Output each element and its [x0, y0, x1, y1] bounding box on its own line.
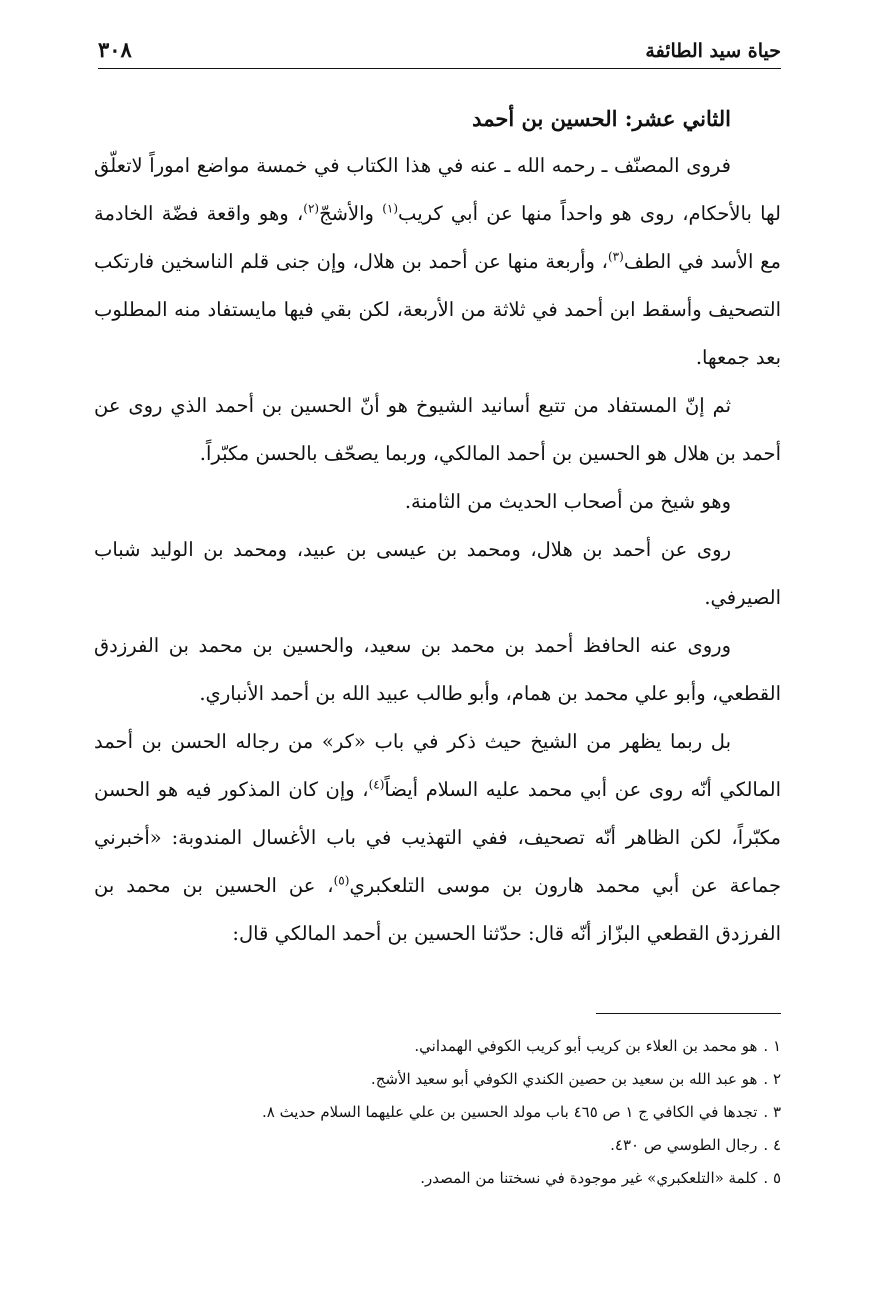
footnote-3	[94, 1096, 781, 1129]
footnote-text: هو عبد الله بن سعيد بن حصين الكندي الكوفي أبو سعيد الأشج.	[370, 1070, 758, 1088]
paragraph-1	[94, 142, 781, 382]
footnote-text: تجدها في الكافي ج ١ ص ٤٦٥ باب مولد الحسين بن علي عليهما السلام حديث ٨.	[261, 1103, 758, 1121]
body-text	[94, 96, 781, 958]
paragraph-3: وهو شيخ من أصحاب الحديث من الثامنة.	[404, 490, 731, 513]
section-heading: الثاني عشر: الحسين بن أحمد	[472, 106, 731, 131]
footnote-4	[94, 1129, 781, 1162]
footnote-number: ٤ .	[763, 1136, 781, 1154]
footnote-ref-4[interactable]: (٤)	[368, 777, 385, 792]
footnote-ref-2[interactable]: (٢)	[303, 201, 320, 216]
paragraph-1-text-d: ، وأربعة منها عن أحمد بن هلال، وإن جنى قلم الناسخين فارتكب التصحيف وأسقط ابن أحمد في ثلاثة من الأربعة، لكن بقي فيها مايستفاد منه المطلوب بعد جمعها.	[94, 250, 781, 369]
footnote-ref-3[interactable]: (٣)	[607, 249, 624, 264]
footnote-1	[94, 1030, 781, 1063]
paragraph-5: وروى عنه الحافظ أحمد بن محمد بن سعيد، والحسين بن محمد بن الفرزدق القطعي، وأبو علي محمد بن همام، وأبو طالب عبيد الله بن أحمد الأنباري.	[94, 634, 781, 705]
running-header	[98, 30, 781, 69]
paragraph-1-text-a: فروى المصنّف ـ رحمه الله ـ عنه في هذا الكتاب في خمسة مواضع اموراً لاتعلّق لها بالأحكام، روى هو واحداً منها عن أبي كريب	[94, 154, 781, 225]
footnote-number: ٣ .	[763, 1103, 781, 1121]
paragraph-2: ثم إنّ المستفاد من تتبع أسانيد الشيوخ هو أنّ الحسين بن أحمد الذي روى عن أحمد بن هلال هو الحسين بن أحمد المالكي، وربما يصحّف بالحسن مكبّراً.	[94, 394, 781, 465]
footnote-number: ١ .	[763, 1037, 781, 1055]
book-title: حياة سيد الطائفة	[645, 40, 781, 62]
footnote-5	[94, 1162, 781, 1195]
footnotes-list	[94, 1030, 781, 1195]
paragraph-6-text-b: ، وإن كان المذكور فيه هو الحسن مكبّراً، لكن الظاهر أنّه تصحيف، ففي التهذيب في باب الأغسال المندوبة: «أخبرني جماعة عن أبي محمد هارون بن موسى التلعكبري	[94, 778, 781, 897]
paragraph-4: روى عن أحمد بن هلال، ومحمد بن عيسى بن عبيد، ومحمد بن الوليد شباب الصيرفي.	[94, 538, 781, 609]
footnote-number: ٢ .	[763, 1070, 781, 1088]
footnote-ref-1[interactable]: (١)	[382, 201, 399, 216]
paragraph-1-text-b: والأشجّ	[319, 202, 383, 225]
paragraph-6-text-a: بل ربما يظهر من الشيخ حيث ذكر في باب «كر» من رجاله الحسن بن أحمد المالكي أنّه روى عن أبي محمد عليه السلام أيضاً	[94, 730, 781, 801]
footnote-divider	[596, 1013, 781, 1014]
footnote-ref-5[interactable]: (٥)	[333, 873, 350, 888]
footnote-2	[94, 1063, 781, 1096]
footnote-text: رجال الطوسي ص ٤٣٠.	[610, 1136, 758, 1154]
footnote-text: كلمة «التلعكبري» غير موجودة في نسختنا من المصدر.	[420, 1169, 758, 1187]
paragraph-1-text-c: ، وهو واقعة فضّة الخادمة مع الأسد في الطف	[94, 202, 781, 273]
page-number: ٣٠٨	[98, 37, 132, 62]
footnote-text: هو محمد بن العلاء بن كريب أبو كريب الكوفي الهمداني.	[414, 1037, 758, 1055]
paragraph-6-text-c: ، عن الحسين بن محمد بن الفرزدق القطعي البزّاز أنّه قال: حدّثنا الحسين بن أحمد المالكي قال:	[94, 874, 781, 945]
footnote-number: ٥ .	[763, 1169, 781, 1187]
paragraph-6	[94, 718, 781, 958]
